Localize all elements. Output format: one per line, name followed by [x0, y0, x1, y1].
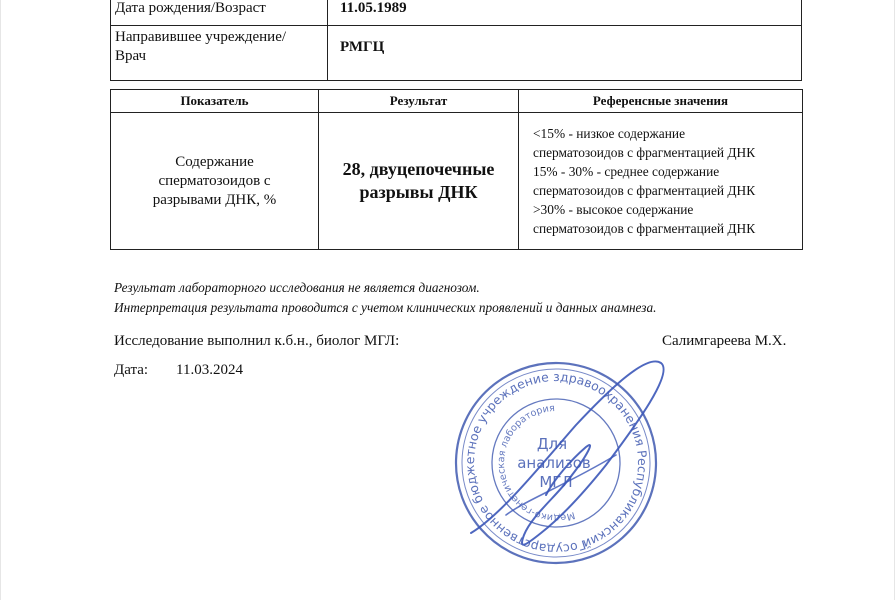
results-header-row — [111, 90, 803, 113]
result-row — [111, 113, 803, 250]
reference-line: <15% - низкое содержание — [533, 126, 686, 141]
date-label: Дата: — [114, 362, 149, 378]
referral-row — [111, 26, 802, 81]
reference-line: сперматозоидов с фрагментацией ДНК — [533, 221, 756, 236]
stamp-inner-text: Медико-генетическая лаборатория — [495, 402, 577, 524]
results-table — [110, 89, 803, 250]
indicator-cell — [111, 113, 319, 250]
reference-line: 15% - 30% - среднее содержание — [533, 164, 720, 179]
referral-value: РМГЦ — [328, 26, 802, 81]
stamp-outer-text: Государственное бюджетное учреждение здравоохранения Республиканский — [461, 368, 651, 558]
disclaimer-line-1: Результат лабораторного исследования не является диагнозом. — [114, 280, 480, 295]
disclaimer-line-2: Интерпретация результата проводится с учетом клинических проявлений и данных анамнеза. — [114, 300, 657, 315]
dob-row — [111, 0, 802, 26]
reference-cell — [519, 113, 803, 250]
signer-name: Салимгареева М.Х. — [662, 333, 787, 349]
date-value: 11.03.2024 — [176, 362, 243, 378]
dob-value: 11.05.1989 — [328, 0, 802, 26]
indicator-line: сперматозоидов с — [158, 172, 271, 189]
reference-line: сперматозоидов с фрагментацией ДНК — [533, 145, 756, 160]
result-cell — [319, 113, 519, 250]
indicator-line: Содержание — [175, 153, 254, 170]
stamp-center-line2: анализов — [517, 454, 591, 472]
referral-label-line2: Врач — [115, 48, 147, 64]
result-line: 28, двуцепочечные — [342, 159, 495, 179]
stamp-center-line3: МГЛ — [539, 473, 573, 491]
official-stamp — [446, 355, 666, 565]
referral-label — [111, 26, 328, 81]
performed-by: Исследование выполнил к.б.н., биолог МГЛ: — [114, 333, 400, 349]
stamp-graphic — [446, 355, 666, 565]
disclaimer-notes — [114, 278, 656, 318]
stamp-center-line1: Для — [536, 435, 568, 453]
result-line: разрывы ДНК — [359, 182, 478, 202]
header-indicator: Показатель — [111, 90, 319, 113]
reference-line: сперматозоидов с фрагментацией ДНК — [533, 183, 756, 198]
referral-label-line1: Направившее учреждение/ — [115, 29, 287, 45]
patient-info-table — [110, 0, 802, 81]
dob-label: Дата рождения/Возраст — [111, 0, 328, 26]
reference-line: >30% - высокое содержание — [533, 202, 694, 217]
header-result: Результат — [319, 90, 519, 113]
header-reference: Референсные значения — [519, 90, 803, 113]
indicator-line: разрывами ДНК, % — [152, 191, 277, 208]
